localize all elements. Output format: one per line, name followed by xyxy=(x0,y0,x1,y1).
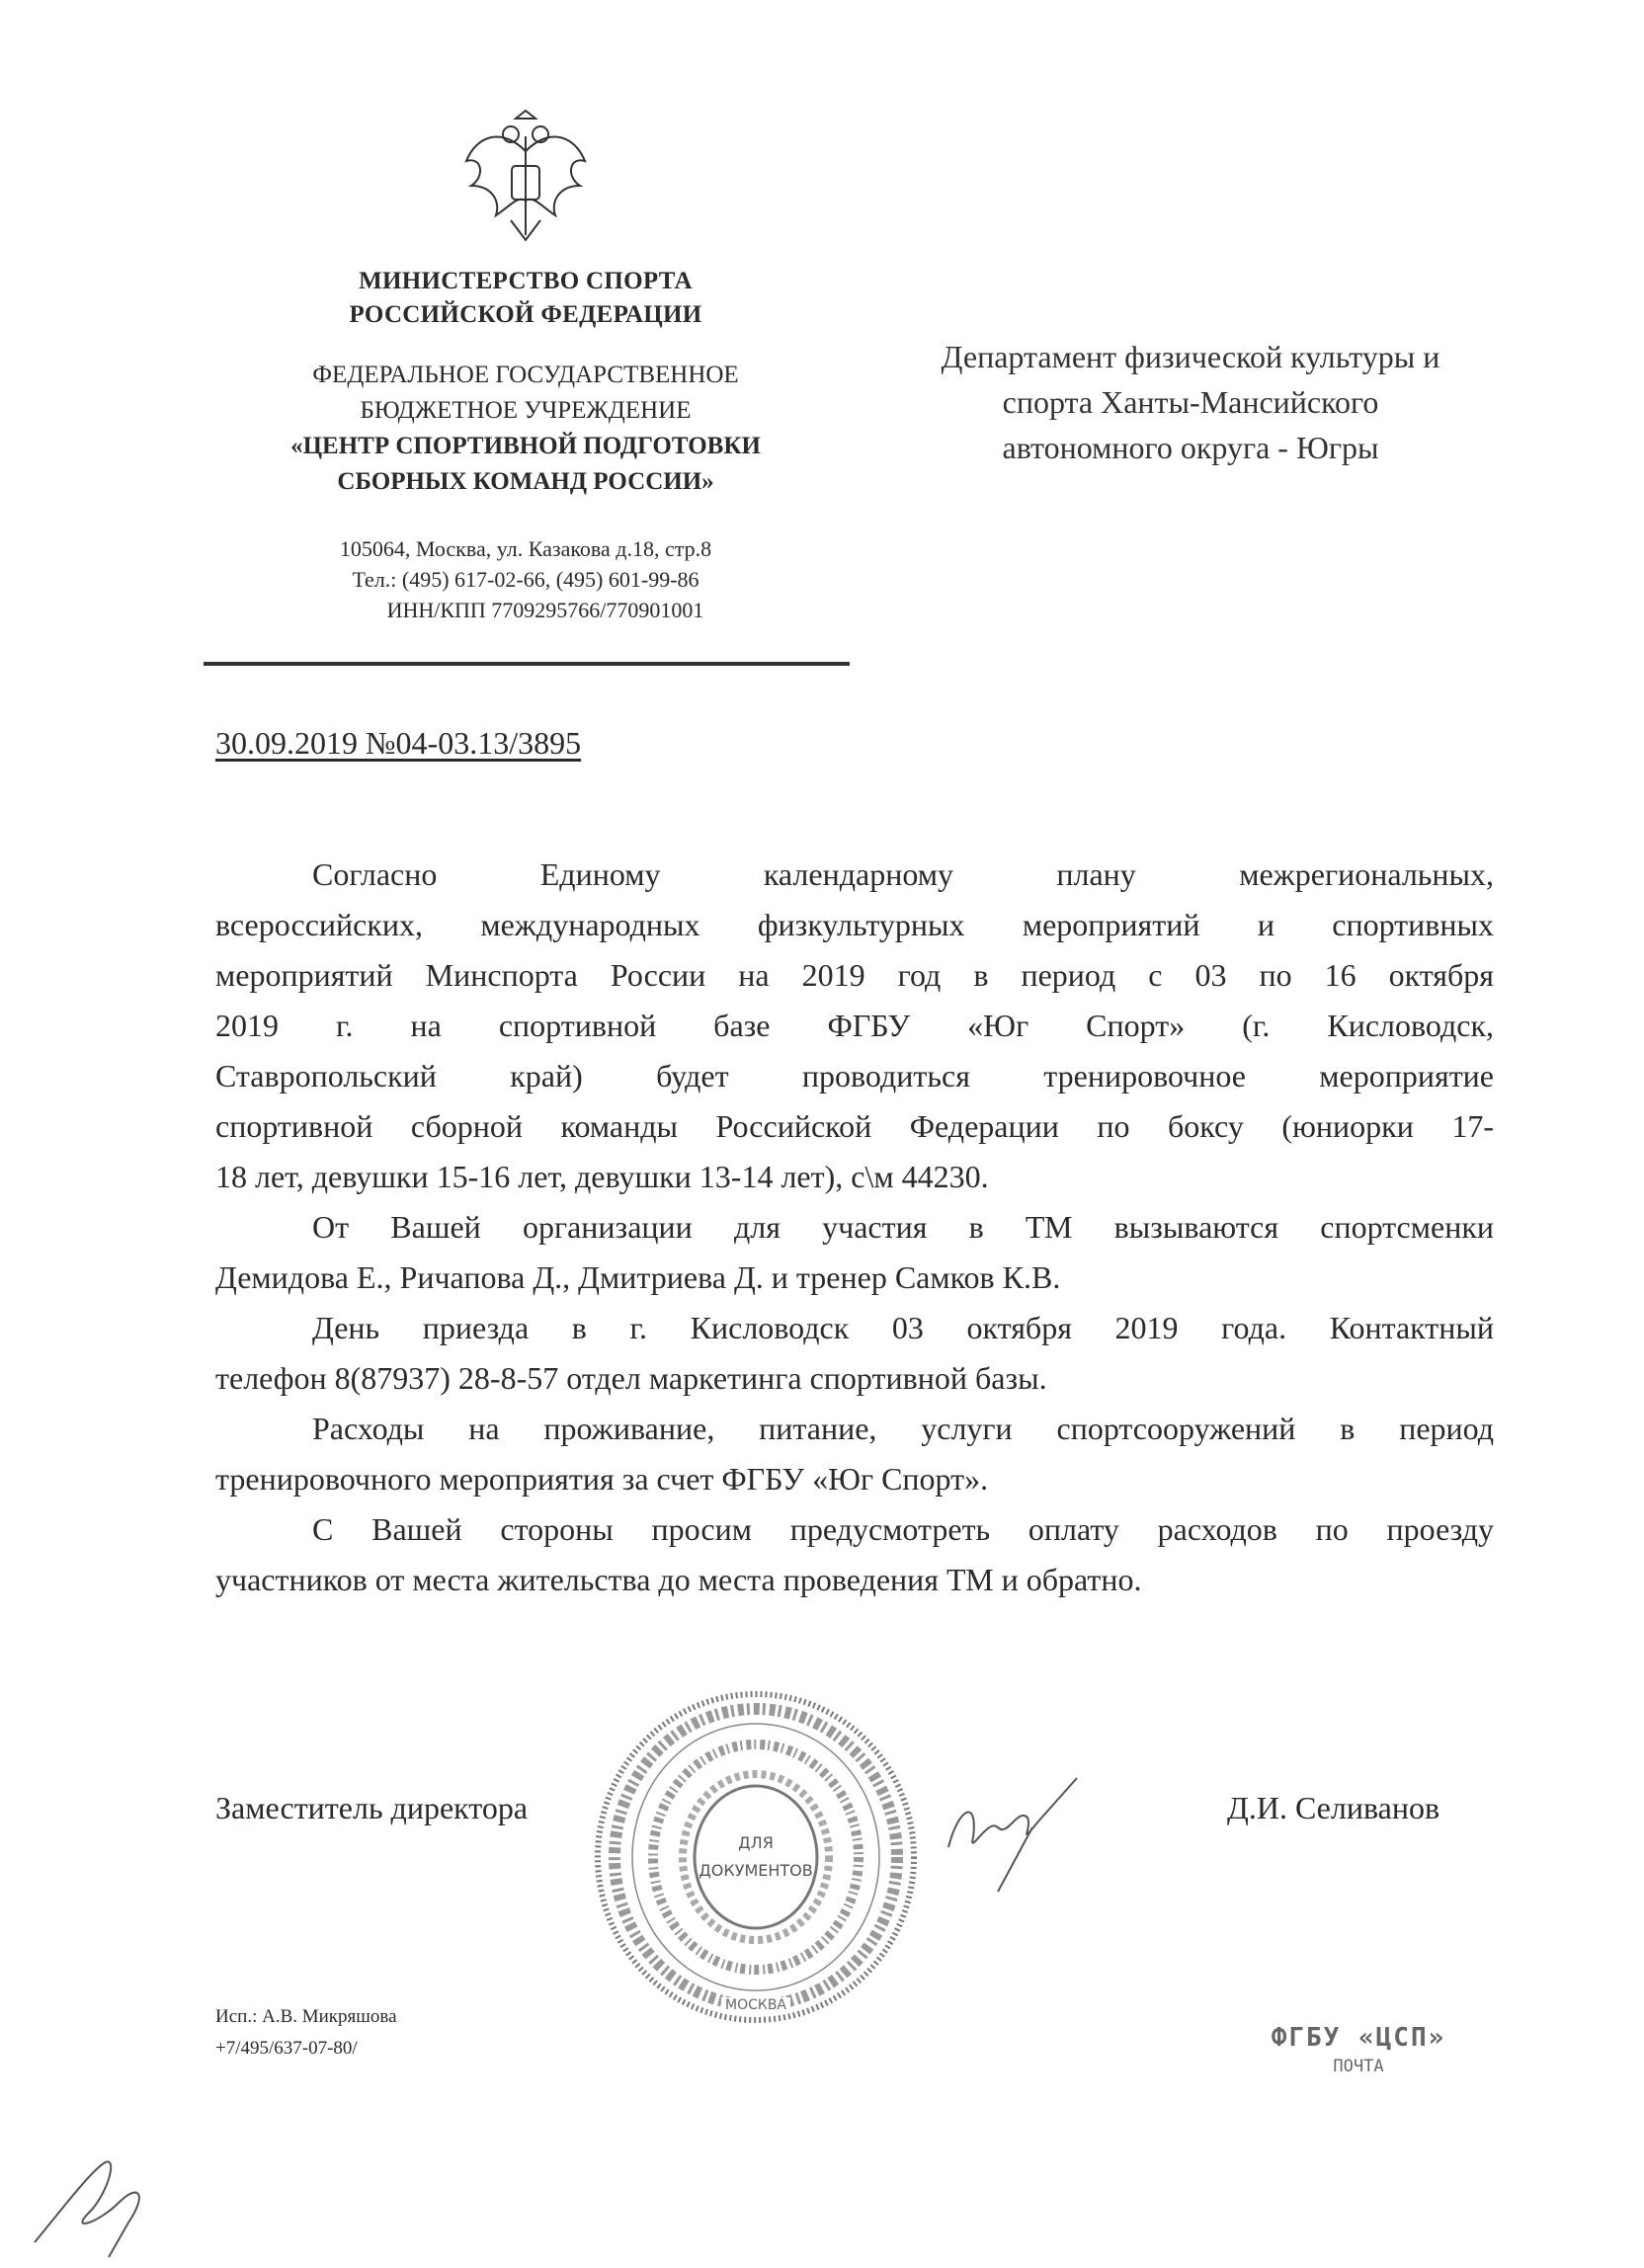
address-line: 105064, Москва, ул. Казакова д.18, стр.8 xyxy=(339,536,712,561)
coat-of-arms-emblem xyxy=(456,107,595,245)
body-line: Ставропольский край) будет проводиться тренировочное мероприятие xyxy=(215,1058,1494,1094)
body-line: Расходы на проживание, питание, услуги спортсооружений в период xyxy=(312,1411,1494,1446)
institution-name-line: СБОРНЫХ КОМАНД РОССИИ» xyxy=(337,468,714,495)
body-line: всероссийских, международных физкультурных мероприятий и спортивных xyxy=(215,907,1494,942)
institution-line: ФЕДЕРАЛЬНОЕ ГОСУДАРСТВЕННОЕ xyxy=(312,362,739,388)
ministry-title xyxy=(349,265,701,332)
handwritten-initials xyxy=(30,2134,168,2262)
body-line: Согласно Единому календарному плану межрегиональных, xyxy=(312,856,1494,892)
signatory-name: Д.И. Селиванов xyxy=(1227,1790,1440,1825)
body-paragraph xyxy=(215,1404,1494,1504)
executor-phone: +7/495/637-07-80/ xyxy=(215,2038,358,2059)
body-paragraph xyxy=(215,1202,1494,1303)
body-line: участников от места жительства до места проведения ТМ и обратно. xyxy=(215,1562,1142,1597)
institution-name-line: «ЦЕНТР СПОРТИВНОЙ ПОДГОТОВКИ xyxy=(290,433,761,459)
body-paragraph xyxy=(215,850,1494,1202)
body-line: тренировочного мероприятия за счет ФГБУ «Юг Спорт». xyxy=(215,1461,989,1497)
executor-name: Исп.: А.В. Микряшова xyxy=(215,2006,397,2027)
mail-stamp xyxy=(1272,2023,1446,2076)
stamp-city: МОСКВА xyxy=(721,1997,790,2013)
phone-line: Тел.: (495) 617-02-66, (495) 601-99-86 xyxy=(352,567,699,592)
institution-line: БЮДЖЕТНОЕ УЧРЕЖДЕНИЕ xyxy=(360,397,692,424)
recipient-line: автономного округа - Югры xyxy=(1002,430,1379,465)
body-line: телефон 8(87937) 28-8-57 отдел маркетинга спортивной базы. xyxy=(215,1360,1047,1396)
ministry-line: МИНИСТЕРСТВО СПОРТА xyxy=(359,268,693,294)
signatory-position: Заместитель директора xyxy=(215,1790,529,1825)
body-line: 18 лет, девушки 15-16 лет, девушки 13-14 лет), с\м 44230. xyxy=(215,1159,989,1194)
body-line: Демидова Е., Ричапова Д., Дмитриева Д. и тренер Самков К.В. xyxy=(215,1259,1061,1295)
inn-line: ИНН/КПП 7709295766/770901001 xyxy=(386,598,704,622)
body-line: От Вашей организации для участия в ТМ вызываются спортсменки xyxy=(312,1209,1494,1245)
stamp-center-text: ДЛЯ xyxy=(738,1833,774,1852)
executor-block xyxy=(215,2001,397,2065)
recipient-line: Департамент физической культуры и xyxy=(941,339,1440,374)
body-line: День приезда в г. Кисловодск 03 октября 2019 года. Контактный xyxy=(312,1310,1494,1345)
recipient-line: спорта Ханты-Мансийского xyxy=(1002,384,1379,420)
address-block xyxy=(340,533,711,625)
mail-stamp-label: ПОЧТА xyxy=(1333,2057,1384,2076)
recipient-block xyxy=(942,334,1440,470)
body-line: С Вашей стороны просим предусмотреть оплату расходов по проезду xyxy=(312,1511,1494,1547)
letter-body xyxy=(215,850,1494,1605)
body-paragraph xyxy=(215,1504,1494,1605)
mail-stamp-org: ФГБУ «ЦСП» xyxy=(1271,2023,1446,2053)
handwritten-signature xyxy=(939,1768,1087,1897)
ministry-line: РОССИЙСКОЙ ФЕДЕРАЦИИ xyxy=(349,301,702,328)
header-divider xyxy=(204,662,850,666)
stamp-center-text: ДОКУМЕНТОВ xyxy=(699,1861,813,1880)
body-line: спортивной сборной команды Российской Федерации по боксу (юниорки 17- xyxy=(215,1108,1494,1144)
reference-number: 30.09.2019 №04-03.13/3895 xyxy=(215,725,582,761)
institution-title xyxy=(290,358,761,500)
body-paragraph xyxy=(215,1303,1494,1404)
body-line: мероприятий Минспорта России на 2019 год в период с 03 по 16 октября xyxy=(215,957,1494,993)
body-line: 2019 г. на спортивной базе ФГБУ «Юг Спорт» (г. Кисловодск, xyxy=(215,1008,1494,1043)
official-round-stamp xyxy=(593,1689,919,2025)
